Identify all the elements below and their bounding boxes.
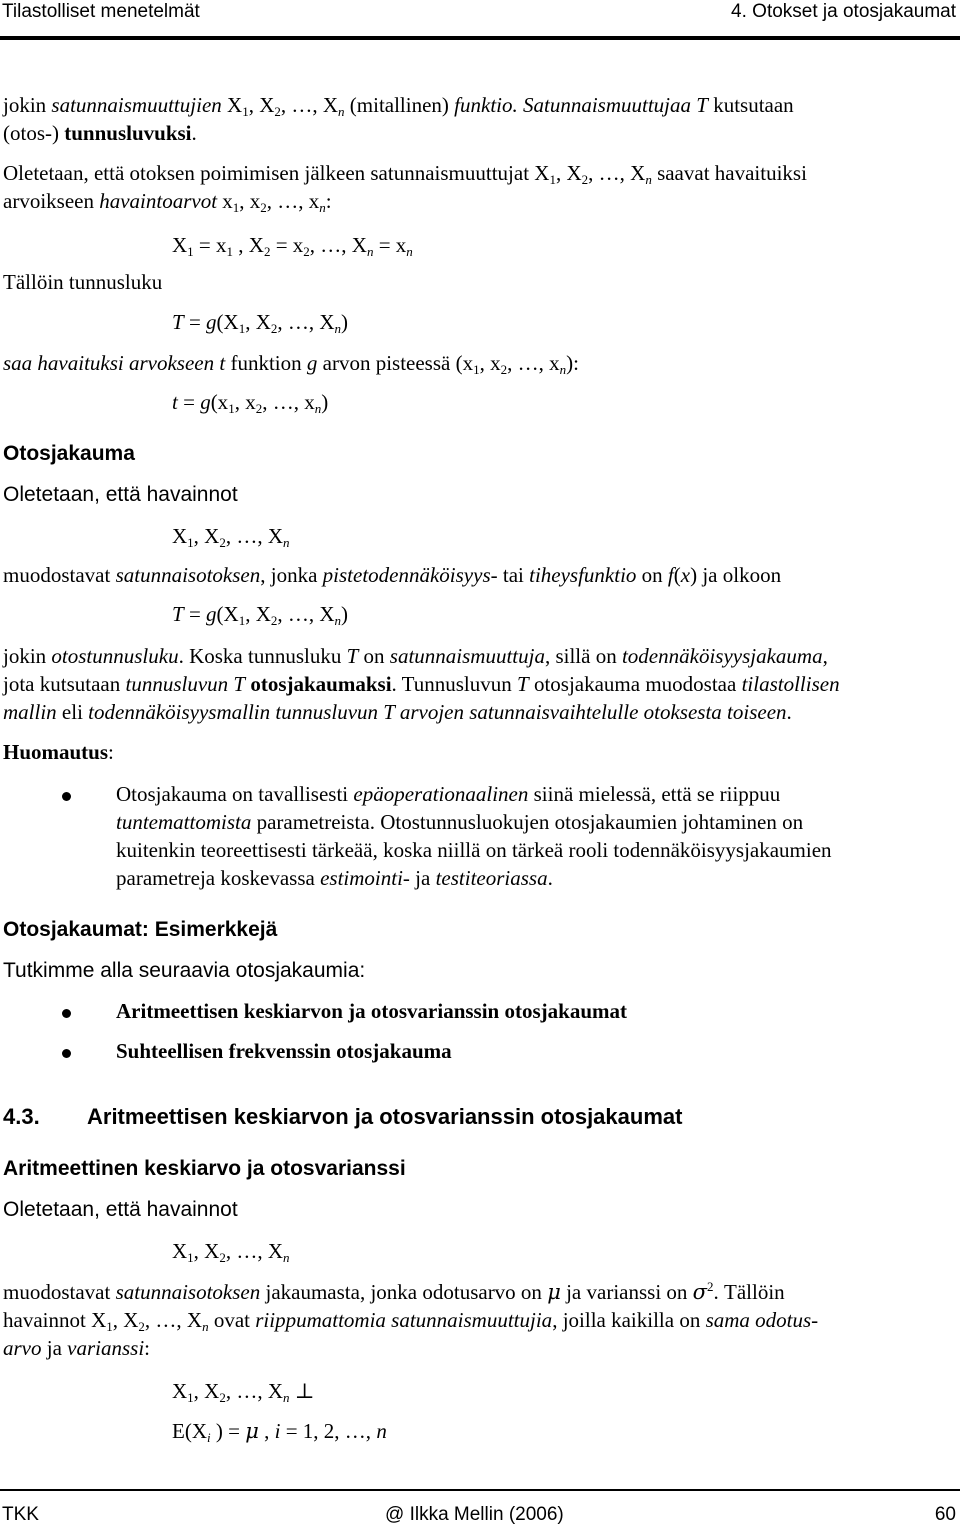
equation: $E(X_i$ ) = μ , i = 1, 2, …, n — [172, 1419, 387, 1445]
paragraph-line: jokin otostunnusluku. Koska tunnusluku T on satunnaismuuttuja, sillä on todennäköisyysjakauma, — [3, 644, 828, 668]
equation: $X_1 = x_1$ , $X_2 = x_2$, …, $X_n = x_n$ — [172, 233, 413, 259]
paragraph-line: Oletetaan, että havainnot — [3, 1198, 238, 1221]
footer-author: @ Ilkka Mellin (2006) — [385, 1504, 564, 1525]
list-item: Aritmeettisen keskiarvon ja otosvarianssin otosjakaumat — [116, 999, 627, 1023]
list-item: Suhteellisen frekvenssin otosjakauma — [116, 1039, 452, 1063]
section-title: Aritmeettisen keskiarvon ja otosvarianssin otosjakaumat — [87, 1104, 683, 1129]
header-rule — [0, 36, 960, 40]
footer-rule — [0, 1489, 960, 1491]
equation: $T = g(X_1$, $X_2$, …, $X_n$) — [172, 310, 349, 336]
paragraph-line: jota kutsutaan tunnusluvun T otosjakaumaksi. Tunnusluvun T otosjakauma muodostaa tilastollisen — [3, 672, 840, 696]
equation: $t = g(x_1$, $x_2$, …, $x_n$) — [172, 390, 329, 416]
paragraph-line: Huomautus: — [3, 740, 114, 764]
paragraph-line: arvo ja varianssi: — [3, 1336, 151, 1360]
paragraph-line: havainnot $X_1$, $X_2$, …, $X_n$ ovat riippumattomia satunnaismuuttujia, joilla kaikilla on sama odotus- — [3, 1308, 819, 1334]
paragraph-line: Oletetaan, että otoksen poimimisen jälkeen satunnaismuuttujat $X_1$, $X_2$, …, $X_n$ saavat havaituiksi — [3, 161, 807, 187]
bullet-line: Otosjakauma on tavallisesti epäoperationaalinen siinä mielessä, että se riippuu — [116, 782, 781, 806]
page-header — [0, 0, 960, 30]
paragraph-line: arvoikseen havaintoarvot $x_1$, $x_2$, …, $x_n$: — [3, 189, 332, 215]
bullet-icon — [62, 1009, 71, 1018]
paragraph-line: jokin satunnaismuuttujien $X_1$, $X_2$, …, $X_n$ (mitallinen) funktio. Satunnaismuuttujaa T kutsutaan — [3, 93, 794, 119]
equation: $X_1$, $X_2$, …, $X_n$ — [172, 1239, 290, 1265]
bullet-line: kuitenkin teoreettisesti tärkeää, koska niillä on tärkeä rooli todennäköisyysjakaumien — [116, 838, 832, 862]
paragraph-line: Tutkimme alla seuraavia otosjakaumia: — [3, 959, 366, 982]
equation: $T = g(X_1$, $X_2$, …, $X_n$) — [172, 602, 349, 628]
bullet-icon — [62, 1049, 71, 1058]
bullet-line: tuntemattomista parametreista. Otostunnusluokujen otosjakaumien johtaminen on — [116, 810, 804, 834]
paragraph-line: Oletetaan, että havainnot — [3, 483, 238, 506]
subsection-title: Aritmeettinen keskiarvo ja otosvarianssi — [3, 1157, 406, 1180]
equation: $X_1$, $X_2$, …, $X_n$ — [172, 524, 290, 550]
paragraph-line: (otos-) tunnusluvuksi. — [3, 121, 197, 145]
header-chapter-title: 4. Otokset ja otosjakaumat — [731, 1, 956, 22]
paragraph-line: saa havaituksi arvokseen t funktion g arvon pisteessä ($x_1$, $x_2$, …, $x_n$): — [3, 351, 579, 377]
paragraph-line: mallin eli todennäköisyysmallin tunnusluvun T arvojen satunnaisvaihtelulle otoksesta toiseen. — [3, 700, 792, 724]
bullet-icon — [62, 792, 71, 801]
section-number: 4.3. — [3, 1104, 40, 1129]
bullet-line: parametreja koskevassa estimointi- ja testiteoriassa. — [116, 866, 553, 890]
paragraph-line: muodostavat satunnaisotoksen, jonka pistetodennäköisyys- tai tiheysfunktio on f(x) ja olkoon — [3, 563, 782, 587]
paragraph-line: muodostavat satunnaisotoksen jakaumasta, jonka odotusarvo on μ ja varianssi on $\sigma^2$. Tällöin — [3, 1279, 785, 1304]
equation: $X_1$, $X_2$, …, $X_n$ ⊥ — [172, 1379, 315, 1405]
footer-institution: TKK — [2, 1504, 39, 1525]
header-course-title: Tilastolliset menetelmät — [2, 1, 200, 22]
heading-otosjakauma: Otosjakauma — [3, 442, 135, 465]
heading-examples: Otosjakaumat: Esimerkkejä — [3, 918, 278, 941]
paragraph-line: Tällöin tunnusluku — [3, 270, 163, 294]
footer-page-number: 60 — [934, 1504, 956, 1525]
